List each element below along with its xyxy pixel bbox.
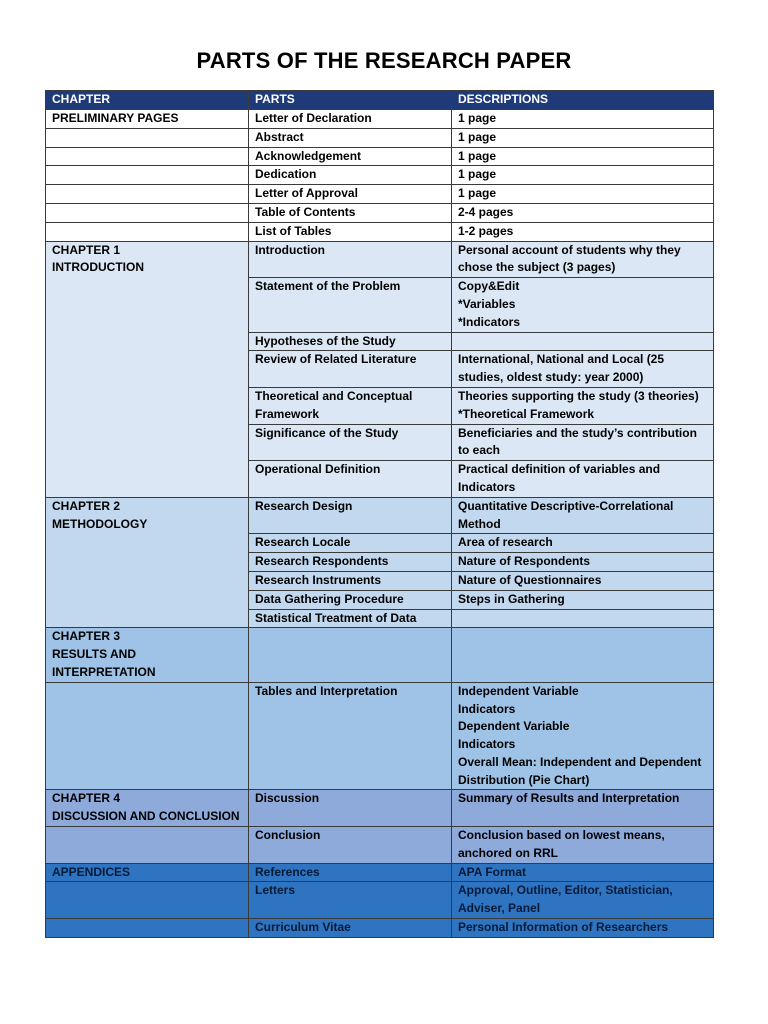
description-cell: Beneficiaries and the study’s contribution to each [452, 424, 714, 461]
chapter-cell [46, 185, 249, 204]
chapter-cell [46, 682, 249, 790]
header-descriptions: DESCRIPTIONS [452, 91, 714, 110]
description-cell: 1 page [452, 110, 714, 129]
part-cell: Introduction [249, 241, 452, 278]
description-cell: Theories supporting the study (3 theories) *Theoretical Framework [452, 387, 714, 424]
description-cell: Personal Information of Researchers [452, 919, 714, 938]
table-header-row [46, 91, 714, 110]
chapter-cell [46, 882, 249, 919]
part-cell: Statement of the Problem [249, 278, 452, 332]
part-cell: Review of Related Literature [249, 351, 452, 388]
part-cell: Curriculum Vitae [249, 919, 452, 938]
table-row [46, 222, 714, 241]
part-cell: Research Locale [249, 534, 452, 553]
description-cell: Summary of Results and Interpretation [452, 790, 714, 827]
description-cell: 1 page [452, 147, 714, 166]
description-cell [452, 609, 714, 628]
table-row [46, 882, 714, 919]
table-row [46, 110, 714, 129]
part-cell: Letters [249, 882, 452, 919]
part-cell: Theoretical and Conceptual Framework [249, 387, 452, 424]
part-cell: Research Design [249, 497, 452, 534]
description-cell: Independent Variable Indicators Dependent Variable Indicators Overall Mean: Independent and Dependent Distribution (Pie Chart) [452, 682, 714, 790]
part-cell: References [249, 863, 452, 882]
part-cell: Statistical Treatment of Data [249, 609, 452, 628]
chapter-cell [46, 128, 249, 147]
table-row [46, 147, 714, 166]
chapter-cell: PRELIMINARY PAGES [46, 110, 249, 129]
part-cell: Conclusion [249, 827, 452, 864]
part-cell [249, 628, 452, 682]
part-cell: Acknowledgement [249, 147, 452, 166]
description-cell: Area of research [452, 534, 714, 553]
description-cell: Steps in Gathering [452, 590, 714, 609]
description-cell: Personal account of students why they chose the subject (3 pages) [452, 241, 714, 278]
table-row [46, 241, 714, 278]
table-row [46, 185, 714, 204]
table-row [46, 919, 714, 938]
research-paper-table [45, 90, 714, 938]
description-cell: 1-2 pages [452, 222, 714, 241]
part-cell: Research Instruments [249, 571, 452, 590]
chapter-cell: CHAPTER 2 METHODOLOGY [46, 497, 249, 628]
table-row [46, 203, 714, 222]
table-row [46, 628, 714, 682]
description-cell: 1 page [452, 185, 714, 204]
part-cell: Hypotheses of the Study [249, 332, 452, 351]
part-cell: Tables and Interpretation [249, 682, 452, 790]
description-cell: Nature of Respondents [452, 553, 714, 572]
description-cell: Conclusion based on lowest means, anchored on RRL [452, 827, 714, 864]
chapter-cell: CHAPTER 1 INTRODUCTION [46, 241, 249, 497]
table-row [46, 497, 714, 534]
description-cell: APA Format [452, 863, 714, 882]
description-cell: Copy&Edit *Variables *Indicators [452, 278, 714, 332]
chapter-cell [46, 919, 249, 938]
part-cell: Operational Definition [249, 461, 452, 498]
header-chapter: CHAPTER [46, 91, 249, 110]
table-row [46, 128, 714, 147]
header-parts: PARTS [249, 91, 452, 110]
chapter-cell: APPENDICES [46, 863, 249, 882]
table-row [46, 827, 714, 864]
part-cell: Research Respondents [249, 553, 452, 572]
part-cell: Letter of Declaration [249, 110, 452, 129]
chapter-cell [46, 147, 249, 166]
chapter-cell: CHAPTER 4 DISCUSSION AND CONCLUSION [46, 790, 249, 827]
part-cell: Table of Contents [249, 203, 452, 222]
part-cell: Discussion [249, 790, 452, 827]
description-cell: Practical definition of variables and Indicators [452, 461, 714, 498]
description-cell: 2-4 pages [452, 203, 714, 222]
part-cell: Abstract [249, 128, 452, 147]
description-cell: Approval, Outline, Editor, Statistician, Adviser, Panel [452, 882, 714, 919]
page-title: PARTS OF THE RESEARCH PAPER [196, 48, 572, 73]
part-cell: List of Tables [249, 222, 452, 241]
description-cell [452, 628, 714, 682]
table-row [46, 166, 714, 185]
part-cell: Letter of Approval [249, 185, 452, 204]
description-cell: 1 page [452, 166, 714, 185]
chapter-cell [46, 222, 249, 241]
description-cell [452, 332, 714, 351]
chapter-cell [46, 203, 249, 222]
part-cell: Significance of the Study [249, 424, 452, 461]
part-cell: Dedication [249, 166, 452, 185]
chapter-cell [46, 827, 249, 864]
part-cell: Data Gathering Procedure [249, 590, 452, 609]
description-cell: International, National and Local (25 studies, oldest study: year 2000) [452, 351, 714, 388]
table-row [46, 682, 714, 790]
chapter-cell [46, 166, 249, 185]
table-row [46, 790, 714, 827]
description-cell: Nature of Questionnaires [452, 571, 714, 590]
description-cell: Quantitative Descriptive-Correlational Method [452, 497, 714, 534]
description-cell: 1 page [452, 128, 714, 147]
table-row [46, 863, 714, 882]
chapter-cell: CHAPTER 3 RESULTS AND INTERPRETATION [46, 628, 249, 682]
